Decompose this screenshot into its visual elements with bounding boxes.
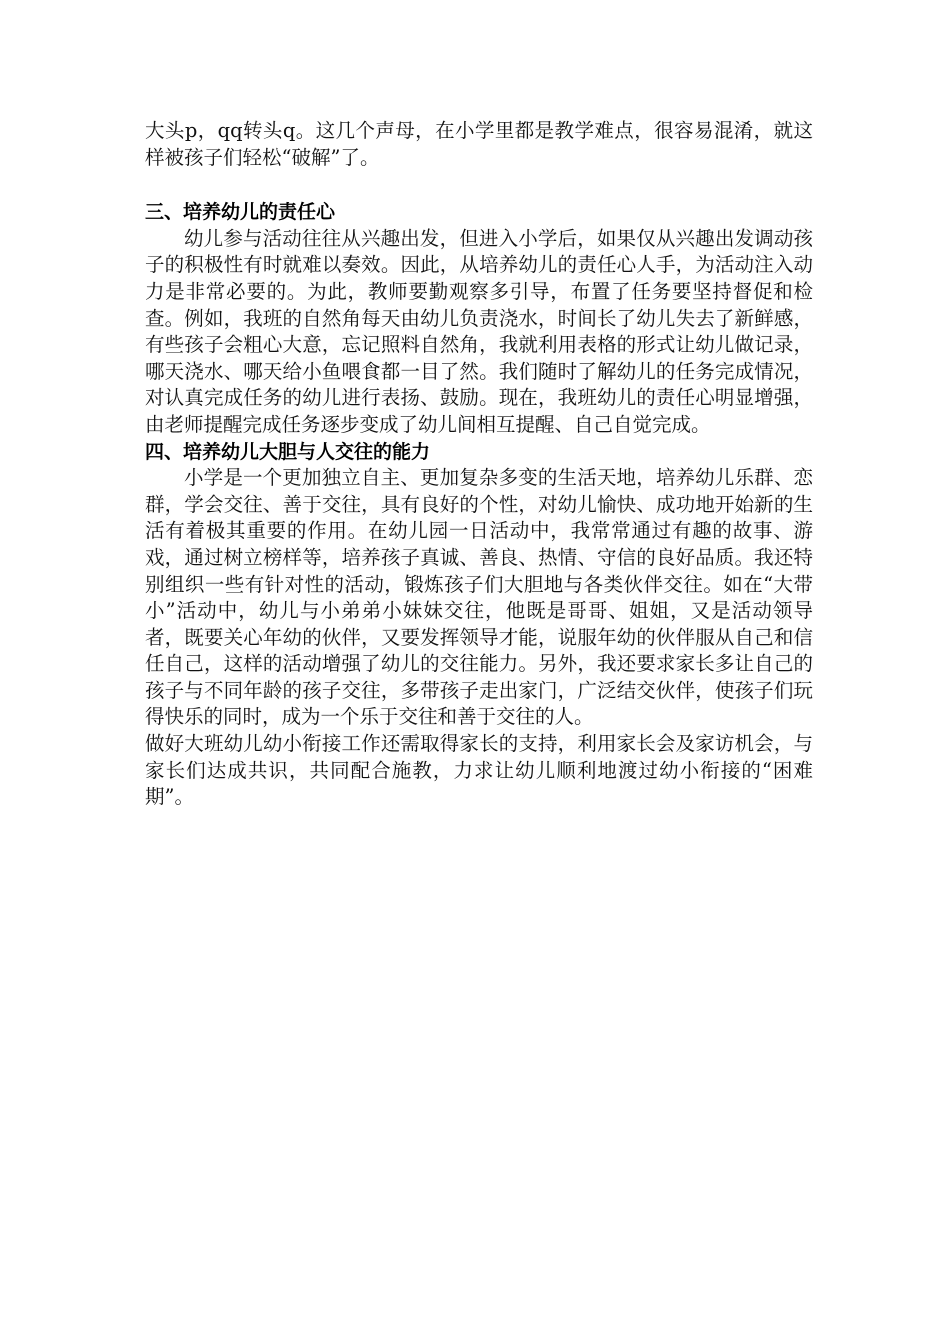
intro-paragraph: 大头p，qq转头q。这几个声母，在小学里都是教学难点，很容易混淆，就这样被孩子们轻松“破解”了。 <box>145 119 813 169</box>
conclusion-paragraph: 做好大班幼儿幼小衔接工作还需取得家长的支持，利用家长会及家访机会，与家长们达成共识，共同配合施教，力求让幼儿顺利地渡过幼小衔接的“困难期”。 <box>145 732 813 809</box>
section-3-paragraph: 幼儿参与活动往往从兴趣出发，但进入小学后，如果仅从兴趣出发调动孩子的积极性有时就难以奏效。因此，从培养幼儿的责任心人手，为活动注入动力是非常必要的。为此，教师要勤观察多引导，布置了任务要坚持督促和检查。例如，我班的自然角每天由幼儿负责浇水，时间长了幼儿失去了新鲜感，有些孩子会粗心大意，忘记照料自然角，我就利用表格的形式让幼儿做记录，哪天浇水、哪天给小鱼喂食都一目了然。我们随时了解幼儿的任务完成情况，对认真完成任务的幼儿进行表扬、鼓励。现在，我班幼儿的责任心明显增强，由老师提醒完成任务逐步变成了幼儿间相互提醒、自己自觉完成。 <box>145 226 813 436</box>
document-body <box>145 118 813 811</box>
section-4-paragraph: 小学是一个更加独立自主、更加复杂多变的生活天地，培养幼儿乐群、恋群，学会交往、善于交往，具有良好的个性，对幼儿愉快、成功地开始新的生活有着极其重要的作用。在幼儿园一日活动中，我常常通过有趣的故事、游戏，通过树立榜样等，培养孩子真诚、善良、热情、守信的良好品质。我还特别组织一些有针对性的活动，锻炼孩子们大胆地与各类伙伴交往。如在“大带小”活动中，幼儿与小弟弟小妹妹交往，他既是哥哥、姐姐，又是活动领导者，既要关心年幼的伙伴，又要发挥领导才能，说服年幼的伙伴服从自己和信任自己，这样的活动增强了幼儿的交往能力。另外，我还要求家长多让自己的孩子与不同年龄的孩子交往，多带孩子走出家门，广泛结交伙伴，使孩子们玩得快乐的同时，成为一个乐于交往和善于交往的人。 <box>145 466 813 729</box>
section-4-heading: 四、培养幼儿大胆与人交往的能力 <box>145 440 431 463</box>
section-3-heading: 三、培养幼儿的责任心 <box>145 201 336 224</box>
paragraph-spacer <box>145 171 813 199</box>
